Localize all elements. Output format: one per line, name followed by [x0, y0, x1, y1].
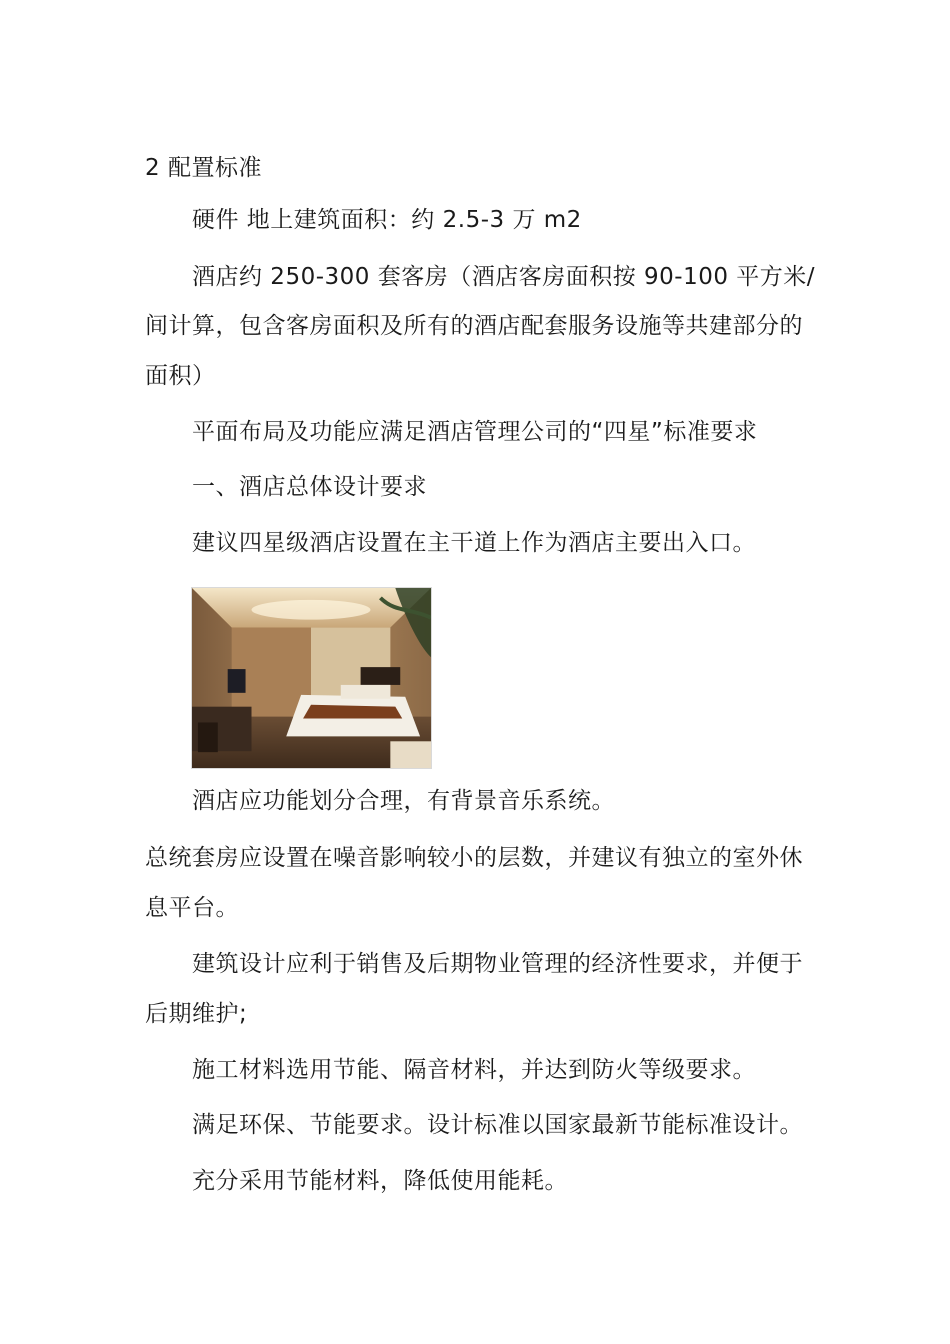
paragraph-presidential-suite-line-1: 总统套房应设置在噪音影响较小的层数，并建议有独立的室外休	[145, 845, 803, 871]
paragraph-hardware-area: 硬件 地上建筑面积：约 2.5-3 万 m2	[192, 207, 582, 233]
paragraph-environmental: 满足环保、节能要求。设计标准以国家最新节能标准设计。	[192, 1112, 803, 1138]
paragraph-entrance: 建议四星级酒店设置在主干道上作为酒店主要出入口。	[192, 530, 756, 556]
paragraph-rooms-line-1: 酒店约 250-300 套客房（酒店客房面积按 90-100 平方米/	[192, 264, 816, 290]
paragraph-rooms-line-2: 间计算，包含客房面积及所有的酒店配套服务设施等共建部分的	[145, 313, 803, 339]
paragraph-architecture-line-1: 建筑设计应利于销售及后期物业管理的经济性要求，并便于	[192, 951, 803, 977]
paragraph-energy-saving: 充分采用节能材料，降低使用能耗。	[192, 1168, 568, 1194]
paragraph-layout-standard: 平面布局及功能应满足酒店管理公司的“四星”标准要求	[192, 419, 758, 445]
hotel-room-photo-graphic	[192, 588, 431, 768]
hotel-room-photo	[191, 587, 432, 769]
paragraph-materials: 施工材料选用节能、隔音材料，并达到防火等级要求。	[192, 1057, 756, 1083]
section-title: 2 配置标准	[145, 155, 262, 181]
paragraph-rooms-line-3: 面积）	[145, 363, 216, 389]
subheading-overall-design: 一、酒店总体设计要求	[192, 474, 427, 500]
paragraph-background-music: 酒店应功能划分合理，有背景音乐系统。	[192, 788, 615, 814]
paragraph-architecture-line-2: 后期维护;	[145, 1001, 248, 1027]
paragraph-presidential-suite-line-2: 息平台。	[145, 895, 239, 921]
